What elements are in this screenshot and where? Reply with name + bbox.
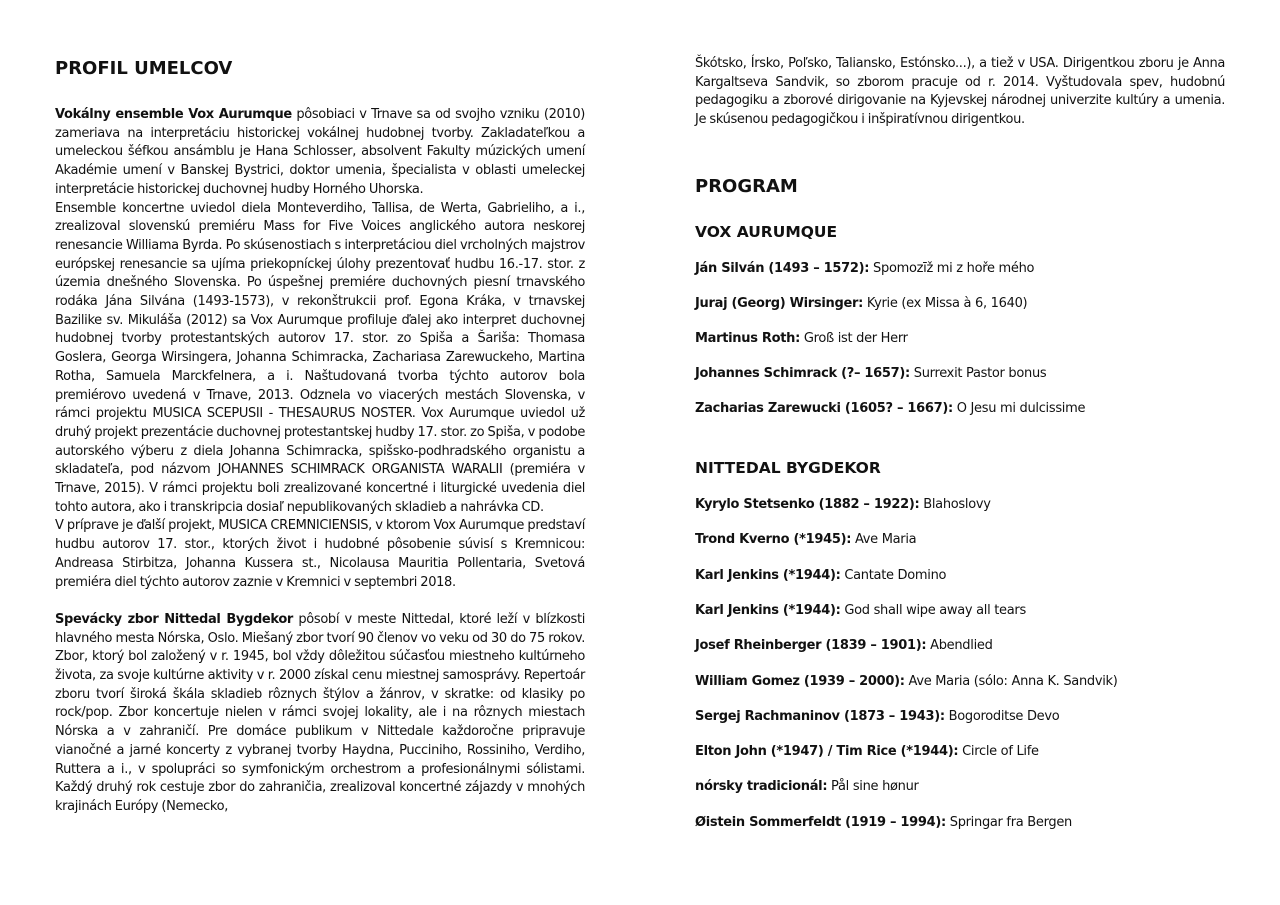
composer: Zacharias Zarewucki (1605? – 1667): xyxy=(695,401,953,416)
composer: Karl Jenkins (*1944): xyxy=(695,602,841,618)
work-title: Abendlied xyxy=(926,638,993,654)
composer: Sergej Rachmaninov (1873 – 1943): xyxy=(695,708,945,724)
work-title: God shall wipe away all tears xyxy=(840,602,1026,618)
work-title: Spomozīž mi z hoře mého xyxy=(869,261,1035,276)
composer: Johannes Schimrack (?– 1657): xyxy=(695,366,910,381)
nittedal-heading: NITTEDAL BYGDEKOR xyxy=(695,459,881,477)
composer: nórsky tradicionál: xyxy=(695,779,828,795)
vox-aurumque-history: Ensemble koncertne uviedol diela Monteverdiho, Tallisa, de Werta, Gabrieliho, a i., zrealizoval slovenskú premiéru Mass for Five Voices anglického autora neskorej renesancie Williama Byrda. Po skúsenostiach s interpretáciou diel vrcholných majstrov európskej renesancie sa ujíma priekopníckej úlohy prezentovať hudbu 16.-17. stor. z územia dnešného Slovenska. Po úspešnej premiére duchovných piesní trnavského rodáka Jána Silvána (1493-1573), v rekonštrukcii prof. Egona Kráka, v trnavskej Bazilike sv. Mikuláša (2012) sa Vox Aurumque profiluje ďalej ako interpret duchovnej hudobnej tvorby protestantských autorov 17. stor. zo Spiša a Šariša: Thomasa Goslera, Georga Wirsingera, Johanna Schimracka, Zachariasa Zarewuckeho, Martina Rotha, Samuela Marckfelnera, a i. Naštudovaná tvorba týchto autorov bola premiérovo uvedená v Trnave, 2013. Odznela vo viacerých mestách Slovenska, v rámci projektu MUSICA SCEPUSII - THESAURUS NOSTER. Vox Aurumque uviedol už druhý projekt prezentácie duchovnej protestantskej hudby 17. stor. zo Spiša, v podobe autorského výberu z diela Johanna Schimracka, spišsko-podhradského organistu a skladateľa, pod názvom JOHANNES SCHIMRACK ORGANISTA WARALII (premiéra v Trnave, 2015). V rámci projektu boli zrealizované koncertné i liturgické uvedenia diel tohto autora, ako i transkripcia dosiaľ nepublikovaných skladieb a nahrávka CD. xyxy=(55,200,585,515)
program-item xyxy=(695,532,916,547)
program-item xyxy=(695,709,1059,724)
work-title: Cantate Domino xyxy=(840,567,947,583)
program-item xyxy=(695,331,908,346)
work-title: Circle of Life xyxy=(958,744,1039,760)
composer: Karl Jenkins (*1944): xyxy=(695,567,841,583)
work-title: Ave Maria (sólo: Anna K. Sandvik) xyxy=(904,673,1118,689)
program-item xyxy=(695,261,1034,276)
composer: Ján Silván (1493 – 1572): xyxy=(695,261,870,276)
profile-body xyxy=(55,106,585,817)
program-item xyxy=(695,497,991,512)
vox-aurumque-paragraph xyxy=(55,106,585,200)
program-item xyxy=(695,744,1039,759)
program-item xyxy=(695,401,1085,416)
program-item xyxy=(695,638,993,653)
composer: William Gomez (1939 – 2000): xyxy=(695,673,905,689)
nittedal-name: Spevácky zbor Nittedal Bygdekor xyxy=(55,611,293,627)
composer: Elton John (*1947) / Tim Rice (*1944): xyxy=(695,744,959,760)
program-item xyxy=(695,815,1072,830)
nittedal-continuation xyxy=(695,55,1225,130)
program-item xyxy=(695,674,1118,689)
nittedal-paragraph xyxy=(55,611,585,817)
composer: Juraj (Georg) Wirsinger: xyxy=(695,296,863,311)
work-title: Ave Maria xyxy=(851,532,917,548)
work-title: O Jesu mi dulcissime xyxy=(952,401,1086,416)
program-item xyxy=(695,568,946,583)
composer: Øistein Sommerfeldt (1919 – 1994): xyxy=(695,814,946,830)
nittedal-intro: pôsobí v meste Nittedal, ktoré leží v blízkosti hlavného mesta Nórska, Oslo. Miešaný zbor tvorí 90 členov vo veku od 30 do 75 rokov. Zbor, ktorý bol založený v r. 1945, bol vždy dôležitou súčasťou miestneho kultúrneho života, za svoje kultúrne aktivity v r. 2000 získal cenu miestnej samosprávy. Repertoár zboru tvorí široká škála skladieb rôznych štýlov a žánrov, v skratke: od klasiky po rock/pop. Zbor koncertuje nielen v rámci svojej lokality, ale i na rôznych miestach Nórska a v zahraničí. Pre domáce publikum v Nittedale každoročne pripravuje vianočné a jarné koncerty z vybranej tvorby Haydna, Pucciniho, Rossiniho, Verdiho, Ruttera a i., v spolupráci so symfonickým orchestrom a profesionálnymi sólistami. Každý druhý rok cestuje zbor do zahraničia, zrealizoval koncertné zájazdy v mnohých krajinách Európy (Nemecko, xyxy=(55,611,585,814)
vox-aurumque-name: Vokálny ensemble Vox Aurumque xyxy=(55,107,292,122)
composer: Martinus Roth: xyxy=(695,331,800,346)
work-title: Blahoslovy xyxy=(919,497,991,512)
vox-aurumque-heading: VOX AURUMQUE xyxy=(695,223,838,241)
profile-heading: PROFIL UMELCOV xyxy=(55,58,233,79)
work-title: Groß ist der Herr xyxy=(799,331,908,346)
work-title: Springar fra Bergen xyxy=(945,814,1072,830)
work-title: Pål sine hønur xyxy=(827,779,919,795)
program-item xyxy=(695,366,1046,381)
composer: Josef Rheinberger (1839 – 1901): xyxy=(695,638,927,654)
composer: Kyrylo Stetsenko (1882 – 1922): xyxy=(695,497,920,512)
vox-aurumque-upcoming: V príprave je ďalší projekt, MUSICA CREMNICIENSIS, v ktorom Vox Aurumque predstaví hudbu autorov 17. stor., ktorých život i hudobné pôsobenie súvisí s Kremnicou: Andreasa Stirbitza, Johanna Kussera st., Nicolausa Mauritia Pollentaria, Svetová premiéra diel týchto autorov zaznie v Kremnici v septembri 2018. xyxy=(55,518,585,590)
vox-aurumque-intro: pôsobiaci v Trnave sa od svojho vzniku (2010) zameriava na interpretáciu historickej vokálnej hudobnej tvorby. Zakladateľkou a umeleckou šéfkou ansámblu je Hana Schlosser, absolvent Fakulty múzických umení Akadémie umení v Banskej Bystrici, doktor umenia, špecialista v oblasti umeleckej interpretácie historickej duchovnej hudby Horného Uhorska. xyxy=(55,107,585,197)
work-title: Bogoroditse Devo xyxy=(944,708,1060,724)
program-item xyxy=(695,296,1027,311)
continuation-text: Škótsko, Írsko, Poľsko, Taliansko, Estónsko...), a tiež v USA. Dirigentkou zboru je Anna Kargaltseva Sandvik, so zborom pracuje od r. 2014. Vyštudovala spev, hudobnú pedagogiku a zborové dirigovanie na Kyjevskej národnej univerzite kultúry a umenia. Je skúsenou pedagogičkou i inšpiratívnou dirigentkou. xyxy=(695,56,1225,128)
program-heading: PROGRAM xyxy=(695,176,798,197)
composer: Trond Kverno (*1945): xyxy=(695,532,852,548)
program-item xyxy=(695,603,1026,618)
work-title: Surrexit Pastor bonus xyxy=(909,366,1047,381)
work-title: Kyrie (ex Missa à 6, 1640) xyxy=(863,296,1028,311)
program-item xyxy=(695,779,919,794)
